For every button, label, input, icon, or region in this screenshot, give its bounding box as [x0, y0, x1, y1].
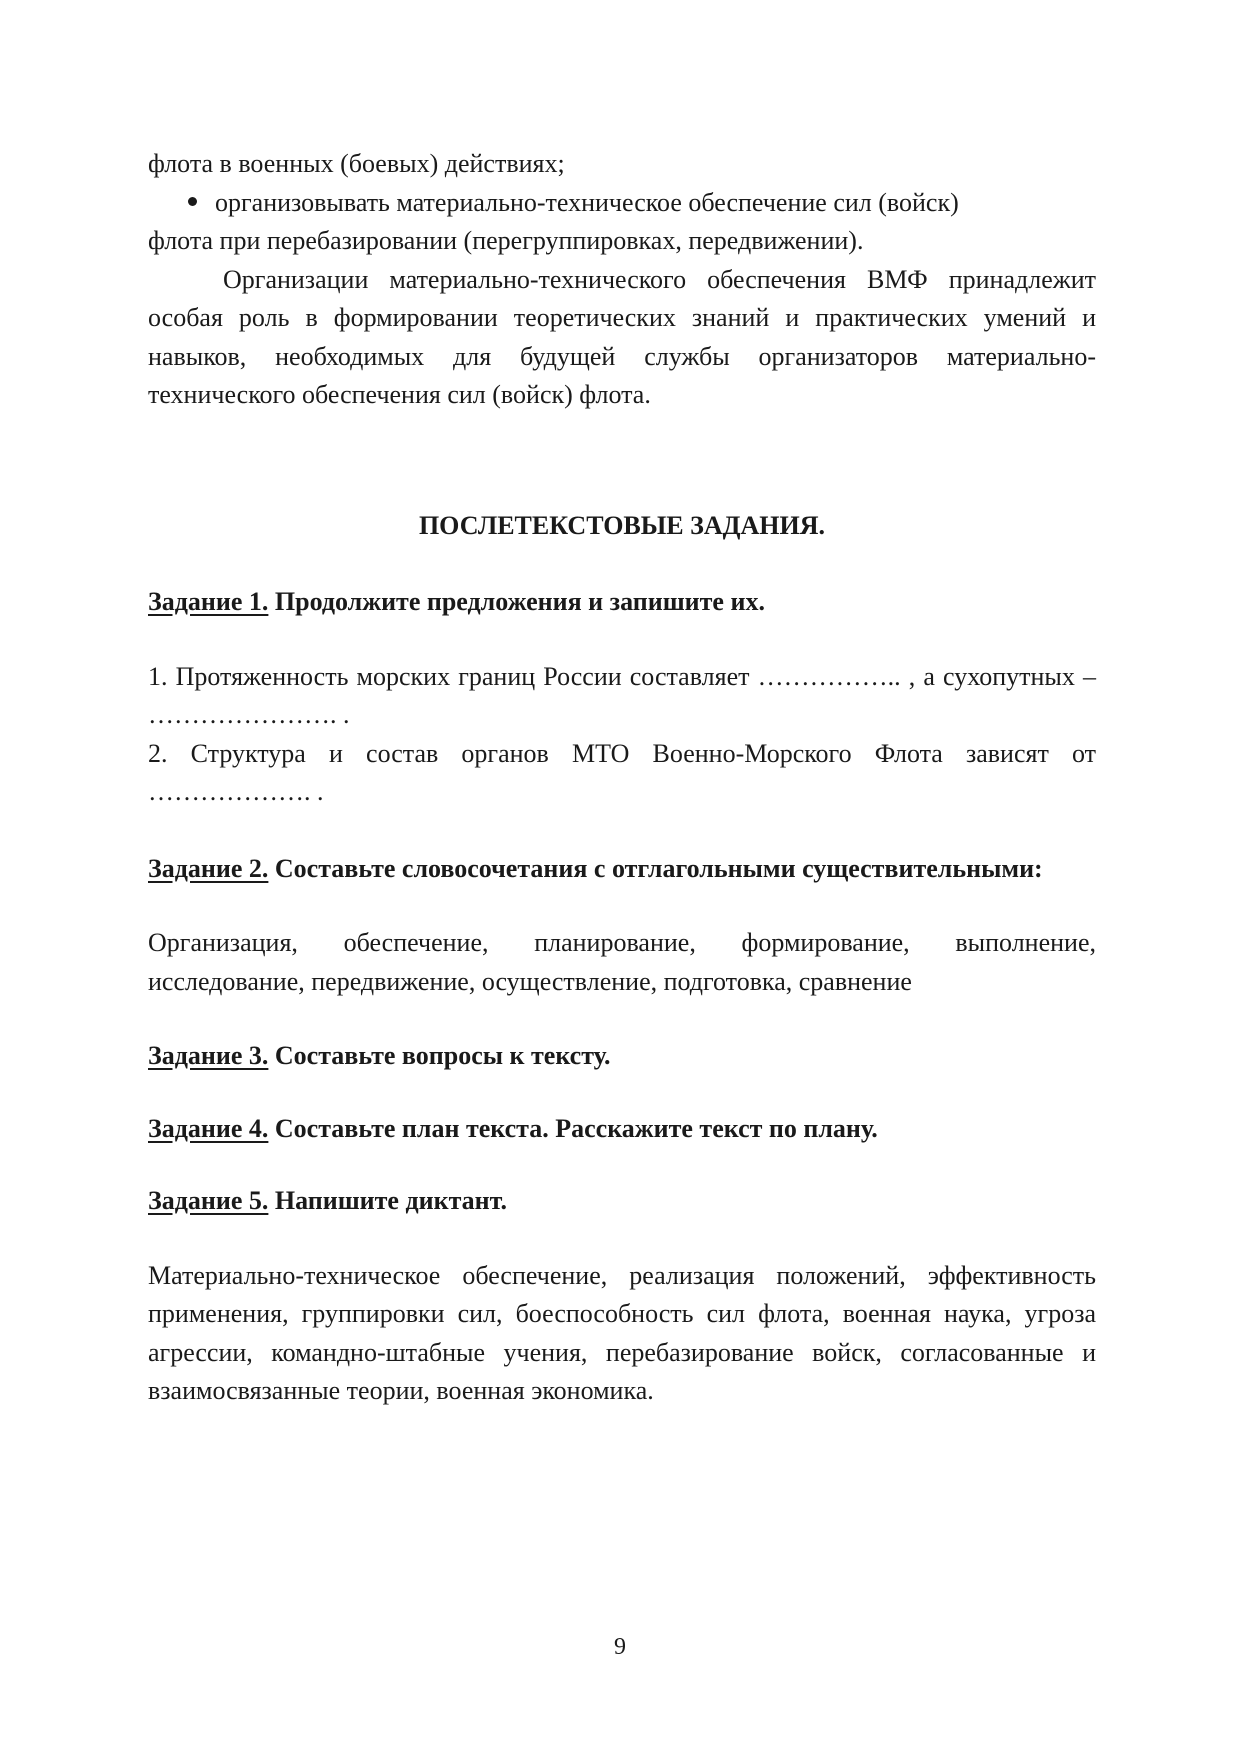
- page-number: 9: [614, 1634, 626, 1660]
- bullet-icon: [188, 197, 197, 206]
- task-3-label: Задание 3.: [148, 1041, 269, 1070]
- task-3-instruction: Составьте вопросы к тексту.: [268, 1041, 611, 1070]
- bullet-item-continuation: флота при перебазировании (перегруппировках, передвижении).: [148, 226, 864, 255]
- task-3-title: [148, 1037, 1096, 1076]
- intro-line: флота в военных (боевых) действиях;: [148, 149, 565, 178]
- task-2-label: Задание 2.: [148, 853, 269, 883]
- task-2-body: Организация, обеспечение, планирование, формирование, выполнение, исследование, передвижение, осуществление, подготовка, сравнение: [148, 928, 1096, 996]
- task-4-title: [148, 1110, 1096, 1149]
- task-1-instruction: Продолжите предложения и запишите их.: [268, 587, 765, 616]
- task-2-instruction: Составьте словосочетания с отглагольными существительными:: [268, 853, 1043, 883]
- task-1-title: [148, 583, 1096, 622]
- task-5-title: [148, 1182, 1096, 1221]
- task-1-label: Задание 1.: [148, 587, 269, 616]
- bullet-item: [148, 184, 1096, 223]
- task-2-title: [148, 850, 1096, 889]
- task-5-instruction: Напишите диктант.: [268, 1186, 507, 1215]
- task-5-label: Задание 5.: [148, 1186, 269, 1215]
- task-4-instruction: Составьте план текста. Расскажите текст по плану.: [268, 1113, 878, 1143]
- intro-paragraph: Организации материально-технического обеспечения ВМФ принадлежит особая роль в формировании теоретических знаний и практических умений и навыков, необходимых для будущей службы организаторов материально-технического обеспечения сил (войск) флота.: [148, 264, 1096, 409]
- task-5-body: Материально-техническое обеспечение, реализация положений, эффективность применения, группировки сил, боеспособность сил флота, военная наука, угроза агрессии, командно-штабные учения, перебазирование войск, согласованные и взаимосвязанные теории, военная экономика.: [148, 1260, 1096, 1405]
- task-1-item-2: 2. Структура и состав органов МТО Военно-Морского Флота зависят от ………………. .: [148, 738, 1096, 806]
- section-heading: ПОСЛЕТЕКСТОВЫЕ ЗАДАНИЯ.: [418, 510, 826, 540]
- task-1-item-1: 1. Протяженность морских границ России составляет …………….. , а сухопутных – …………………. .: [148, 661, 1096, 729]
- task-4-label: Задание 4.: [148, 1113, 269, 1143]
- document-page: [148, 145, 1096, 1411]
- bullet-item-text: организовывать материально-техническое обеспечение сил (войск): [215, 187, 959, 217]
